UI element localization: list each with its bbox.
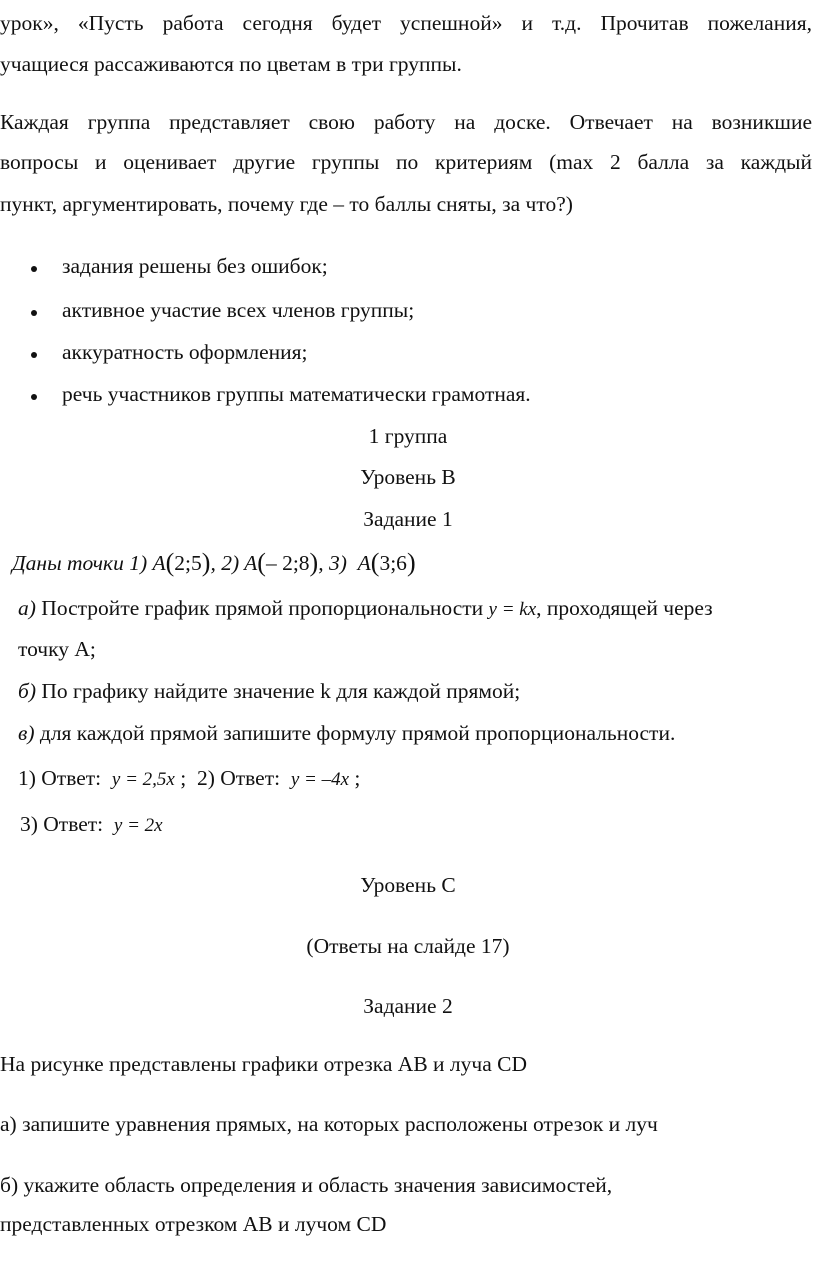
item-c-text: для каждой прямой запишите формулу прямой пропорциональности.	[39, 721, 676, 745]
level-c-heading: Уровень С	[360, 873, 456, 897]
para-line-1: Каждая группа представляет свою работу на доске. Отвечает на возникшие	[0, 110, 812, 134]
separator-2: , 2)	[210, 551, 240, 575]
task1-answers-1-2	[18, 766, 360, 792]
bullet-icon	[31, 266, 37, 272]
level-b-heading: Уровень В	[360, 465, 456, 489]
item-a-text: Постройте график прямой пропорциональности	[41, 596, 484, 620]
para-line-2: вопросы и оценивает другие группы по критериям (max 2 балла за каждый	[0, 150, 812, 174]
intro-line-1: урок», «Пусть работа сегодня будет успешной» и т.д. Прочитав пожелания,	[0, 11, 812, 35]
criteria-item: задания решены без ошибок;	[62, 254, 328, 278]
task2-item-b-line2: представленных отрезком АВ и лучом CD	[0, 1212, 387, 1236]
group-title: 1 группа	[368, 424, 448, 448]
item-c-label: в)	[18, 721, 35, 745]
given-prefix: Даны точки 1)	[12, 551, 148, 575]
task2-title: Задание 2	[363, 994, 453, 1018]
criteria-item: речь участников группы математически грамотная.	[62, 382, 531, 406]
intro-line-2: учащиеся рассаживаются по цветам в три группы.	[0, 52, 462, 76]
item-a-label: а)	[18, 596, 36, 620]
task1-item-b	[18, 679, 520, 705]
answer-3-formula: y = 2x	[113, 815, 163, 836]
item-b-text: По графику найдите значение k для каждой прямой;	[41, 679, 521, 703]
bullet-icon	[31, 310, 37, 316]
task1-item-a-line2: точку А;	[18, 637, 96, 661]
paren-open: (	[165, 548, 175, 577]
bullet-icon	[31, 394, 37, 400]
task1-given-points	[12, 546, 416, 577]
paren-open: (	[370, 548, 380, 577]
point-3-name: A	[357, 551, 371, 575]
point-2-coords: – 2;8	[265, 551, 310, 575]
paren-close: )	[406, 548, 416, 577]
criteria-item: аккуратность оформления;	[62, 340, 308, 364]
item-b-label: б)	[18, 679, 36, 703]
answer-2-end: ;	[354, 766, 361, 790]
bullet-icon	[31, 352, 37, 358]
point-1-coords: 2;5	[174, 551, 202, 575]
paren-open: (	[257, 548, 266, 577]
answer-3-label: 3) Ответ:	[20, 812, 104, 836]
answer-1-formula: y = 2,5x	[111, 769, 175, 790]
point-1-name: A	[152, 551, 166, 575]
paren-close: )	[201, 548, 211, 577]
separator-3: , 3)	[318, 551, 347, 575]
point-3-coords: 3;6	[379, 551, 407, 575]
task1-item-c	[18, 721, 675, 747]
answer-1-end: ;	[180, 766, 187, 790]
item-a-formula: y = kx	[488, 599, 537, 620]
task1-answer-3	[20, 812, 163, 838]
task2-item-b-line1: б) укажите область определения и область значения зависимостей,	[0, 1173, 613, 1197]
task2-intro: На рисунке представлены графики отрезка АВ и луча CD	[0, 1052, 527, 1076]
answers-note: (Ответы на слайде 17)	[306, 934, 510, 958]
task1-title: Задание 1	[363, 507, 453, 531]
point-2-name: A	[244, 551, 258, 575]
answer-2-formula: y = –4x	[290, 769, 350, 790]
answer-1-label: 1) Ответ:	[18, 766, 102, 790]
para-line-3: пункт, аргументировать, почему где – то баллы сняты, за что?)	[0, 192, 573, 216]
paren-close: )	[309, 548, 319, 577]
task1-item-a	[18, 596, 713, 622]
criteria-item: активное участие всех членов группы;	[62, 298, 415, 322]
item-a-text-end: , проходящей через	[536, 596, 713, 620]
task2-item-a: а) запишите уравнения прямых, на которых расположены отрезок и луч	[0, 1112, 658, 1136]
answer-2-label: 2) Ответ:	[196, 766, 281, 790]
